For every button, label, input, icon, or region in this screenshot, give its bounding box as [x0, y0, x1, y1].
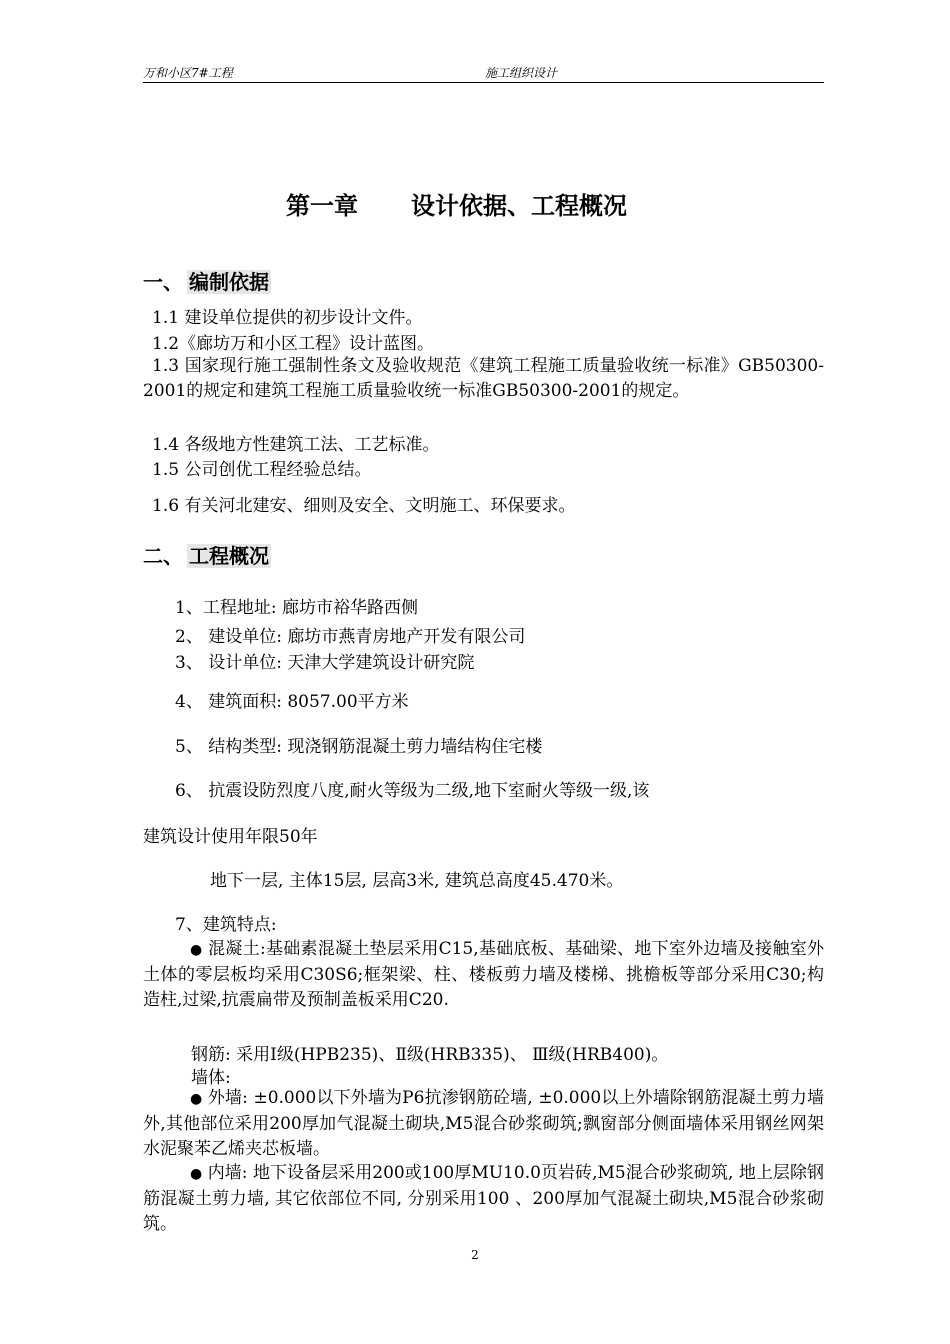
- concrete-para: [143, 937, 824, 1013]
- section-heading-overview: [143, 540, 271, 569]
- overview-item: 2、 建设单位: 廊坊市燕青房地产开发有限公司: [175, 627, 526, 647]
- basis-item: 1.3 国家现行施工强制性条文及验收规范《建筑工程施工质量验收统一标准》GB50300-2001的规定和建筑工程施工质量验收统一标准GB50300-2001的规定。: [143, 356, 824, 401]
- section-heading-basis: [143, 266, 271, 295]
- overview-item: 建筑设计使用年限50年: [143, 827, 318, 847]
- section-title: 工程概况: [189, 544, 269, 568]
- basis-item: 1.4 各级地方性建筑工法、工艺标准。: [152, 435, 440, 455]
- inner-wall-para: [143, 1161, 824, 1237]
- steel-line: 钢筋: 采用Ⅰ级(HPB235)、Ⅱ级(HRB335)、 Ⅲ级(HRB400)。: [191, 1045, 669, 1065]
- overview-item: 4、 建筑面积: 8057.00平方米: [175, 692, 409, 712]
- overview-item: 1、工程地址: 廊坊市裕华路西侧: [175, 598, 418, 618]
- overview-item: 6、 抗震设防烈度八度,耐火等级为二级,地下室耐火等级一级,该: [175, 781, 650, 801]
- section-title: 编制依据: [189, 270, 269, 294]
- basis-item: 1.6 有关河北建安、细则及安全、文明施工、环保要求。: [152, 496, 576, 516]
- basis-item: 1.5 公司创优工程经验总结。: [152, 460, 372, 480]
- section-number: 一、: [143, 270, 183, 294]
- bullet-icon: ●: [190, 1166, 203, 1182]
- concrete-text: 混凝土:基础素混凝土垫层采用C15,基础底板、基础梁、地下室外边墙及接触室外土体的零层板均采用C30S6;框架梁、柱、楼板剪力墙及楼梯、挑檐板等部分采用C30;构造柱,过梁,抗震扁带及预制盖板采用C20.: [143, 939, 824, 1010]
- overview-item: 3、 设计单位: 天津大学建筑设计研究院: [175, 653, 475, 673]
- section-number: 二、: [143, 544, 183, 568]
- inner-wall-text: 内墙: 地下设备层采用200或100厚MU10.0页岩砖,M5混合砂浆砌筑, 地上层除钢筋混凝土剪力墙, 其它依部位不同, 分别采用100 、200厚加气混凝土砌块,M5混合砂浆砌筑。: [143, 1163, 825, 1234]
- page-number: 2: [471, 1248, 479, 1262]
- overview-item: 5、 结构类型: 现浇钢筋混凝土剪力墙结构住宅楼: [175, 737, 543, 757]
- wall-line: 墙体:: [191, 1068, 231, 1088]
- chapter-number: 第一章: [286, 192, 358, 220]
- page-header: [143, 62, 824, 83]
- overview-item: 7、建筑特点:: [175, 915, 277, 935]
- basis-item: 1.1 建设单位提供的初步设计文件。: [152, 308, 423, 328]
- outer-wall-para: [143, 1086, 824, 1162]
- header-project: 万和小区7#工程: [143, 66, 233, 80]
- bullet-icon: ●: [190, 1091, 203, 1107]
- chapter-name: 设计依据、工程概况: [411, 192, 627, 220]
- basis-item: 1.2《廊坊万和小区工程》设计蓝图。: [152, 334, 435, 354]
- bullet-icon: ●: [190, 942, 203, 958]
- overview-item: 地下一层, 主体15层, 层高3米, 建筑总高度45.470米。: [210, 871, 624, 891]
- outer-wall-text: 外墙: ±0.000以下外墙为P6抗渗钢筋砼墙, ±0.000以上外墙除钢筋混凝土剪力墙外,其他部位采用200厚加气混凝土砌块,M5混合砂浆砌筑;飘窗部分侧面墙体采用钢丝网架水泥聚苯乙烯夹芯板墙。: [143, 1088, 825, 1159]
- header-doc-title: 施工组织设计: [485, 66, 558, 80]
